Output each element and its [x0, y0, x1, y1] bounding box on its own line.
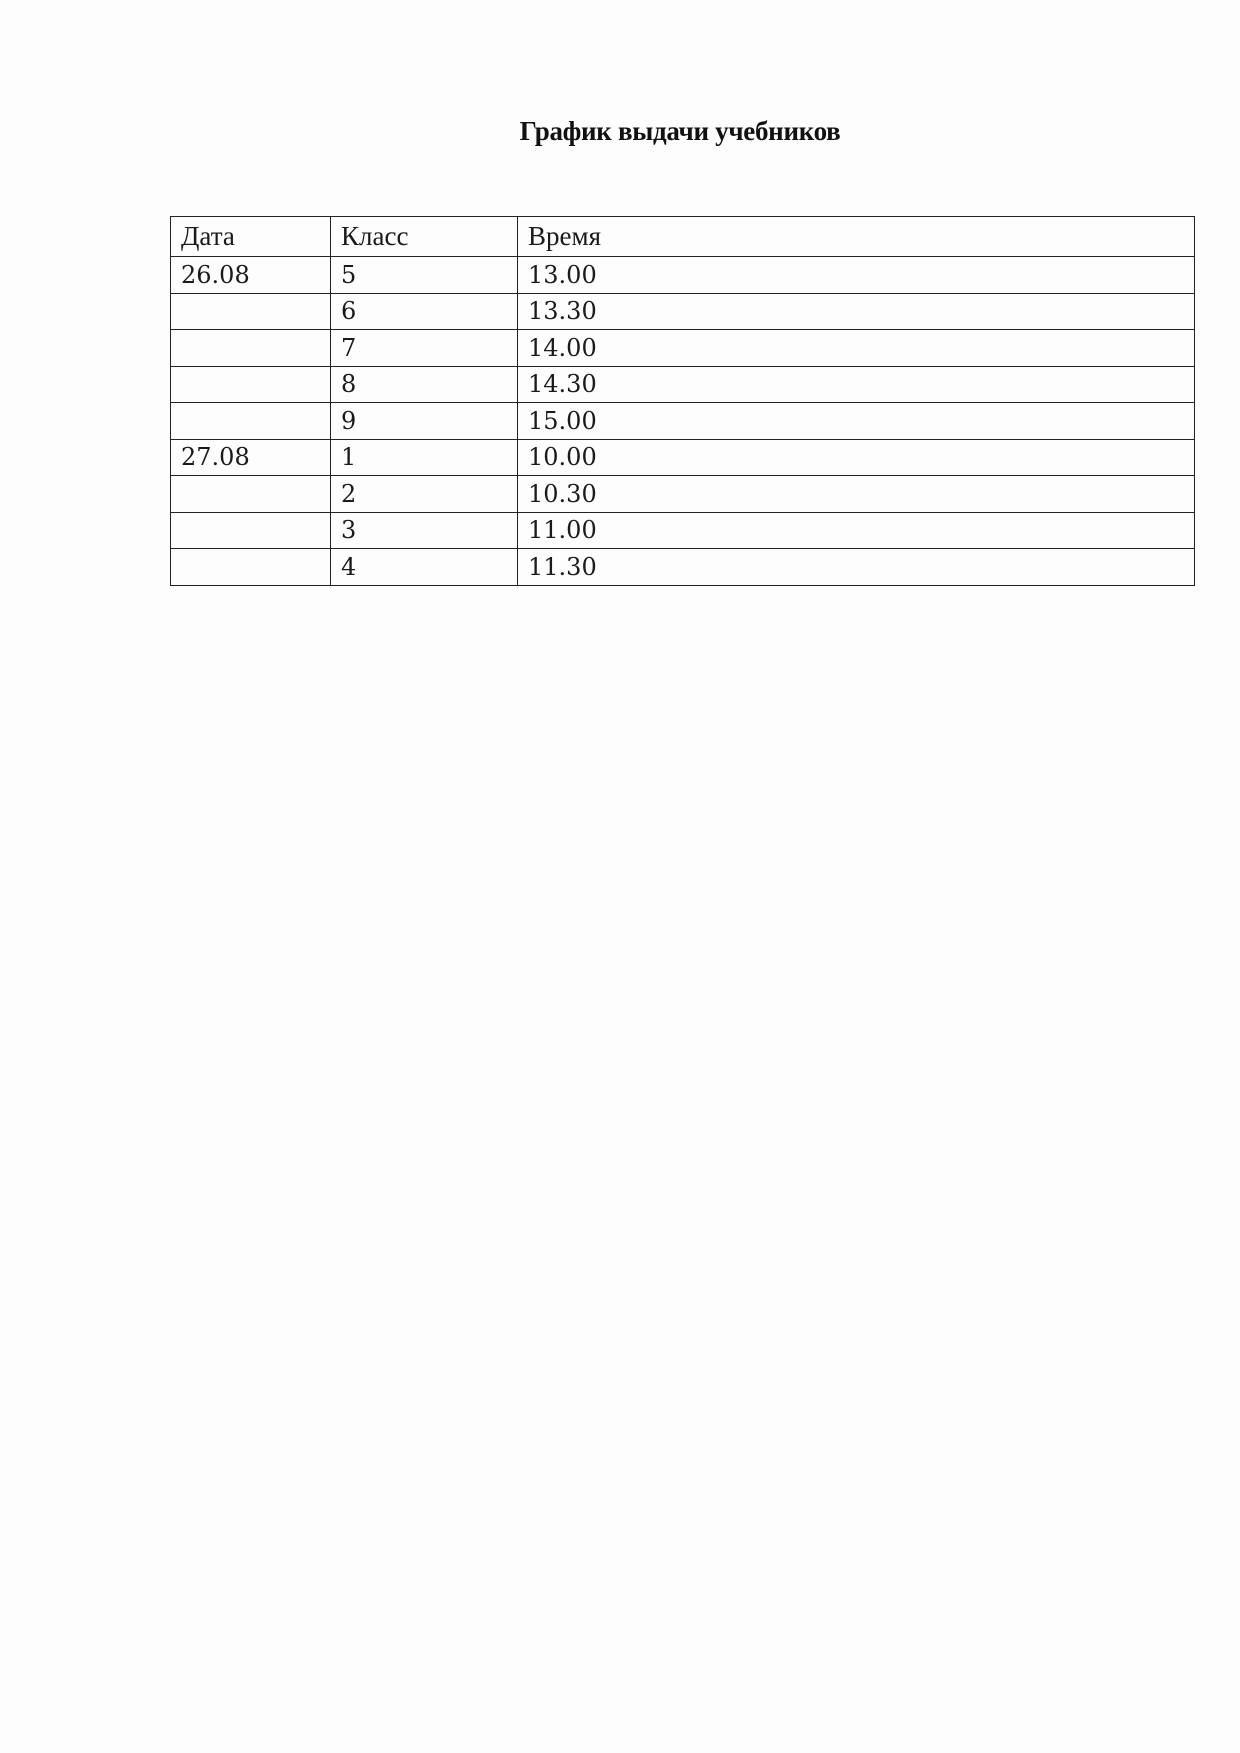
cell-date: [171, 366, 331, 403]
cell-class: 3: [331, 512, 518, 549]
table-row: [171, 476, 1195, 513]
cell-class: 2: [331, 476, 518, 513]
table-row: [171, 403, 1195, 440]
cell-date: [171, 549, 331, 586]
cell-class: 8: [331, 366, 518, 403]
cell-time: 11.00: [518, 512, 1195, 549]
cell-class: 9: [331, 403, 518, 440]
cell-date: [171, 293, 331, 330]
cell-class: 7: [331, 330, 518, 367]
cell-class: 4: [331, 549, 518, 586]
table-row: [171, 439, 1195, 476]
schedule-table: [170, 216, 1195, 586]
table-header-row: [171, 217, 1195, 257]
cell-time: 13.00: [518, 257, 1195, 294]
cell-time: 14.00: [518, 330, 1195, 367]
cell-date: [171, 476, 331, 513]
table-row: [171, 293, 1195, 330]
header-date: Дата: [171, 217, 331, 257]
table-row: [171, 366, 1195, 403]
table-row: [171, 549, 1195, 586]
cell-time: 10.00: [518, 439, 1195, 476]
cell-class: 1: [331, 439, 518, 476]
cell-date: [171, 512, 331, 549]
cell-date: 26.08: [171, 257, 331, 294]
page-title: График выдачи учебников: [519, 116, 841, 146]
cell-time: 13.30: [518, 293, 1195, 330]
cell-date: [171, 403, 331, 440]
cell-time: 10.30: [518, 476, 1195, 513]
cell-time: 15.00: [518, 403, 1195, 440]
cell-time: 11.30: [518, 549, 1195, 586]
cell-time: 14.30: [518, 366, 1195, 403]
cell-date: [171, 330, 331, 367]
cell-class: 5: [331, 257, 518, 294]
table-row: [171, 257, 1195, 294]
cell-class: 6: [331, 293, 518, 330]
cell-date: 27.08: [171, 439, 331, 476]
table-row: [171, 330, 1195, 367]
table-row: [171, 512, 1195, 549]
header-time: Время: [518, 217, 1195, 257]
header-class: Класс: [331, 217, 518, 257]
